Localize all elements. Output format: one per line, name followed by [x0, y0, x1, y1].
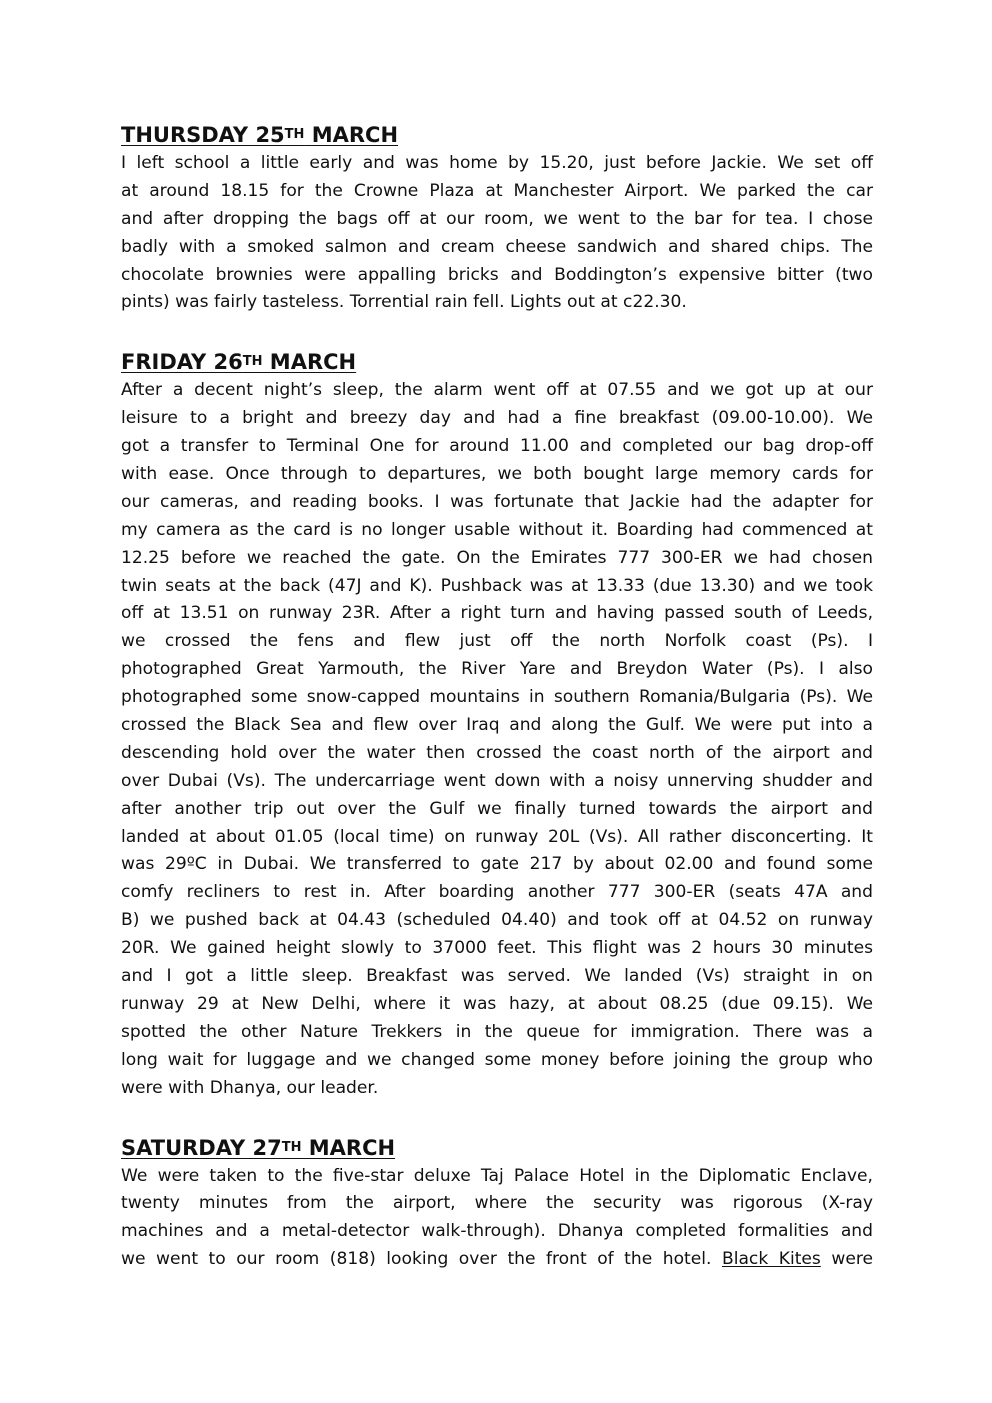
text-line: and I got a little sleep. Breakfast was served. We landed (Vs) straight in on	[121, 966, 873, 987]
heading-ordinal: TH	[284, 127, 305, 142]
text-line: comfy recliners to rest in. After boarding another 777 300-ER (seats 47A and	[121, 882, 873, 903]
heading-text	[121, 1136, 395, 1160]
entry-body	[121, 1163, 873, 1275]
text-line: We were taken to the five-star deluxe Taj Palace Hotel in the Diplomatic Enclave,	[121, 1165, 873, 1186]
entry-body	[121, 150, 873, 317]
text-line: were with Dhanya, our leader.	[121, 1077, 379, 1098]
text-line: got a transfer to Terminal One for around 11.00 and completed our bag drop-off	[121, 436, 873, 457]
text-line: landed at about 01.05 (local time) on runway 20L (Vs). All rather disconcerting. It	[121, 826, 873, 847]
text-line: 20R. We gained height slowly to 37000 feet. This flight was 2 hours 30 minutes	[121, 938, 873, 959]
text-line: twin seats at the back (47J and K). Pushback was at 13.33 (due 13.30) and we took	[121, 575, 873, 596]
text-line: runway 29 at New Delhi, where it was hazy, at about 08.25 (due 09.15). We	[121, 993, 873, 1014]
text-line-with-link	[121, 1246, 873, 1274]
text-line: pints) was fairly tasteless. Torrential rain fell. Lights out at c22.30.	[121, 292, 687, 313]
spacer	[121, 1103, 873, 1133]
heading-text	[121, 123, 398, 147]
heading-day: THURSDAY 25	[121, 123, 285, 147]
entry-heading	[121, 120, 873, 150]
text-line: photographed Great Yarmouth, the River Yare and Breydon Water (Ps). I also	[121, 659, 873, 680]
text-fragment: we went to our room (818) looking over the front of the hotel.	[121, 1249, 722, 1270]
text-line: twenty minutes from the airport, where the security was rigorous (X-ray	[121, 1193, 873, 1214]
heading-day: SATURDAY 27	[121, 1135, 282, 1160]
text-line: over Dubai (Vs). The undercarriage went down with a noisy unnerving shudder and	[121, 770, 873, 791]
entry-friday	[121, 347, 873, 1102]
text-line: chocolate brownies were appalling bricks and Boddington’s expensive bitter (two	[121, 264, 873, 285]
text-line: badly with a smoked salmon and cream cheese sandwich and shared chips. The	[121, 236, 873, 257]
heading-month: MARCH	[262, 350, 357, 375]
heading-month: MARCH	[301, 1135, 396, 1160]
text-line: B) we pushed back at 04.43 (scheduled 04.40) and took off at 04.52 on runway	[121, 910, 873, 931]
text-line: with ease. Once through to departures, we both bought large memory cards for	[121, 464, 873, 485]
text-line: I left school a little early and was home by 15.20, just before Jackie. We set off	[121, 153, 873, 173]
text-line: leisure to a bright and breezy day and had a fine breakfast (09.00-10.00). We	[121, 408, 873, 429]
text-line: spotted the other Nature Trekkers in the queue for immigration. There was a	[121, 1021, 873, 1042]
heading-day: FRIDAY 26	[121, 350, 243, 375]
species-link-black-kites[interactable]: Black Kites	[721, 1249, 821, 1270]
text-fragment: were	[820, 1249, 874, 1270]
text-line: off at 13.51 on runway 23R. After a right turn and having passed south of Leeds,	[121, 603, 873, 624]
text-line: our cameras, and reading books. I was fortunate that Jackie had the adapter for	[121, 491, 873, 512]
heading-month: MARCH	[304, 123, 399, 147]
heading-ordinal: TH	[242, 354, 263, 370]
text-line: we crossed the fens and flew just off the north Norfolk coast (Ps). I	[121, 631, 873, 652]
entry-saturday	[121, 1133, 873, 1275]
entry-heading	[121, 1133, 873, 1163]
text-line: machines and a metal-detector walk-through). Dhanya completed formalities and	[121, 1221, 873, 1242]
text-line: After a decent night’s sleep, the alarm went off at 07.55 and we got up at our	[121, 380, 873, 401]
spacer	[121, 317, 873, 347]
text-line: at around 18.15 for the Crowne Plaza at Manchester Airport. We parked the car	[121, 180, 873, 201]
text-line: after another trip out over the Gulf we finally turned towards the airport and	[121, 798, 873, 819]
text-line: my camera as the card is no longer usable without it. Boarding had commenced at	[121, 519, 873, 540]
text-line: long wait for luggage and we changed some money before joining the group who	[121, 1049, 873, 1070]
text-line: 12.25 before we reached the gate. On the Emirates 777 300-ER we had chosen	[121, 547, 873, 568]
text-line: was 29ºC in Dubai. We transferred to gate 217 by about 02.00 and found some	[121, 854, 873, 875]
heading-text	[121, 350, 356, 374]
text-line: descending hold over the water then crossed the coast north of the airport and	[121, 742, 873, 763]
entry-thursday	[121, 120, 873, 317]
text-line: and after dropping the bags off at our room, we went to the bar for tea. I chose	[121, 208, 873, 229]
text-line: photographed some snow-capped mountains in southern Romania/Bulgaria (Ps). We	[121, 687, 873, 708]
heading-ordinal: TH	[281, 1139, 302, 1155]
entry-heading	[121, 347, 873, 377]
entry-body	[121, 377, 873, 1102]
text-line: crossed the Black Sea and flew over Iraq and along the Gulf. We were put into a	[121, 715, 873, 736]
document-page	[121, 120, 873, 1274]
